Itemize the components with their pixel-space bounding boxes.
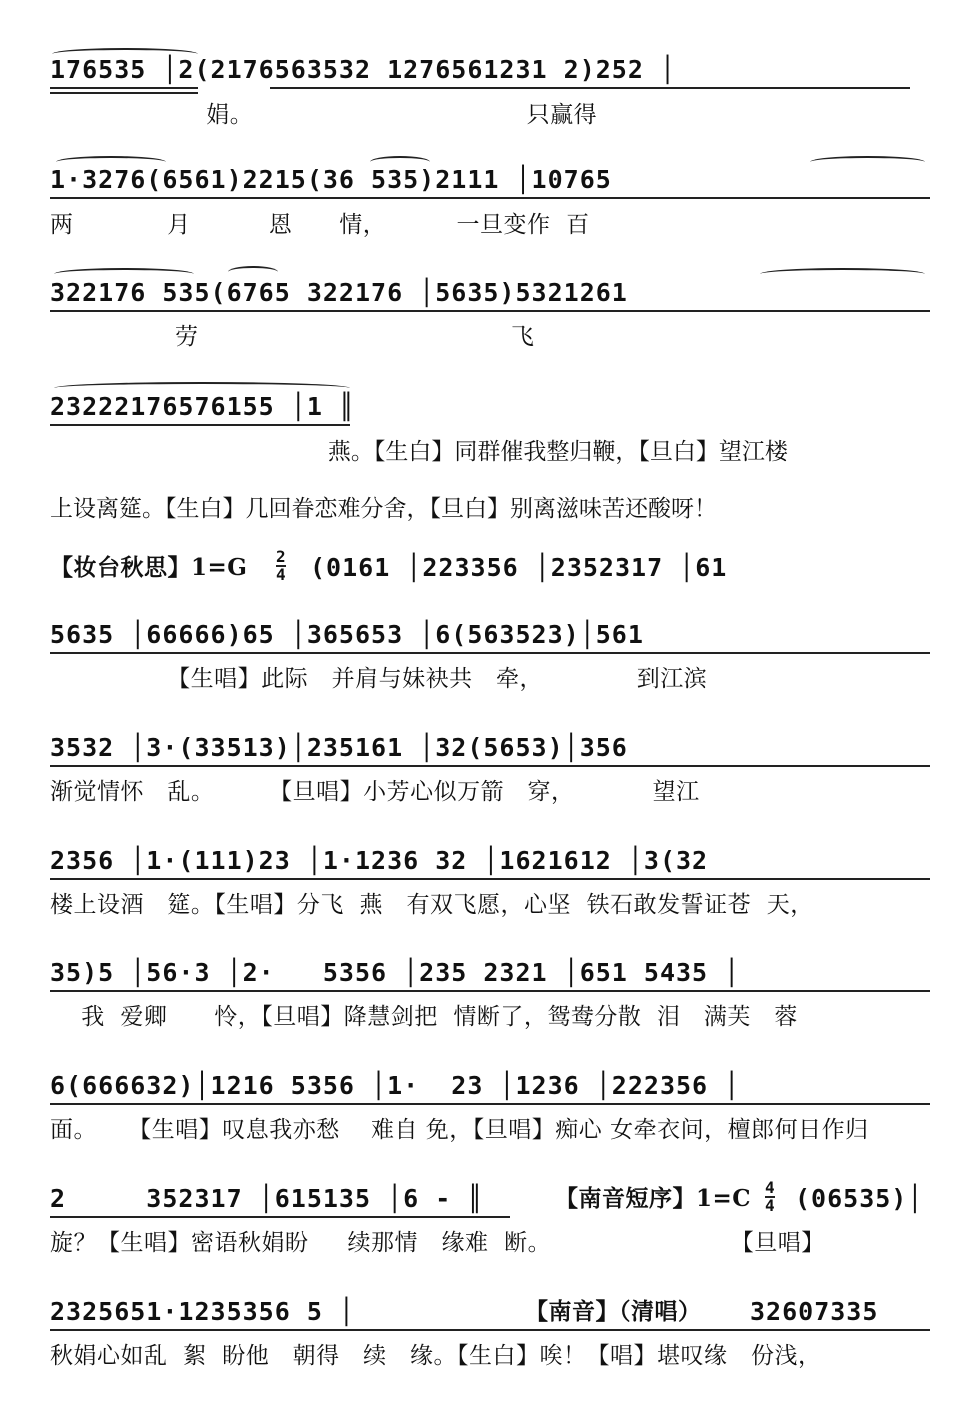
notation-line: (06535)│ <box>795 1184 924 1213</box>
lyric-text: 我 爱卿 怜，【旦唱】降慧剑把 情断了，鸳鸯分散 泪 满芙 蓉 <box>50 1004 798 1030</box>
lyric-text: 秋娟心如乱 絮 盼他 朝得 续 缘。【生白】唉！【唱】堪叹缘 份浅， <box>50 1343 822 1369</box>
notation-line: 32607335 <box>750 1297 879 1326</box>
time-signature: 2 4 <box>276 547 286 584</box>
beam-line <box>50 87 198 89</box>
section-title: 【妆台秋思】1=G <box>50 554 256 581</box>
time-signature: 4 4 <box>765 1178 775 1215</box>
lyric-text: 面。 【生唱】叹息我亦愁 难自 免，【旦唱】痴心 女牵衣问，檀郎何日作归 <box>50 1117 869 1143</box>
notation-line: (0161 │223356 │2352317 │61 <box>310 553 728 582</box>
notation-line: 176535 │2(2176563532 1276561231 2)252 │ <box>50 55 676 84</box>
beam-line <box>270 87 910 89</box>
beam-line <box>50 92 198 94</box>
slur-mark <box>370 156 430 168</box>
dialogue-line-2: 上设离筵。【生白】几回眷恋难分舍，【旦白】别离滋味苦还酸呀！ <box>50 496 717 522</box>
beam-line <box>50 990 930 992</box>
slur-mark <box>810 156 925 168</box>
beam-line <box>50 310 930 312</box>
lyric-text: 渐觉情怀 乱。 【旦唱】小芳心似万箭 穿， 望江 <box>50 779 700 805</box>
notation-line: 1·3276(6561)2215(36 535)2111 │10765 <box>50 165 612 194</box>
slur-mark <box>54 382 350 394</box>
slur-mark <box>228 266 278 278</box>
lyric-text: 旋？【生唱】密语秋娟盼 续那情 缘难 断。 【旦唱】 <box>50 1230 825 1256</box>
lyric-text: 两 月 恩 情， 一旦变作 百 <box>50 212 590 238</box>
beam-line <box>50 765 930 767</box>
beam-line <box>50 197 930 199</box>
beam-line <box>50 878 930 880</box>
notation-line: 322176 535(6765 322176 │5635)5321261 <box>50 278 628 307</box>
slur-mark <box>56 156 166 168</box>
notation-line: 35)5 │56·3 │2· 5356 │235 2321 │651 5435 │ <box>50 958 741 987</box>
section-header-zhuangtai <box>50 547 932 593</box>
lyric-text: 楼上设酒 筵。【生唱】分飞 燕 有双飞愿，心坚 铁石敢发誓证苍 天， <box>50 892 814 918</box>
notation-line: 2 352317 │615135 │6 - ║ <box>50 1184 484 1213</box>
section-title: 【南音】（清唱） <box>525 1298 702 1325</box>
notation-line: 3532 │3·(33513)│235161 │32(5653)│356 <box>50 733 628 762</box>
beam-line <box>50 1216 510 1218</box>
slur-mark <box>760 268 925 280</box>
beam-line <box>50 424 350 426</box>
dialogue-line-1: 燕。【生白】同群催我整归鞭，【旦白】望江楼 <box>50 439 788 465</box>
notation-line: 2325651·1235356 5 │ <box>50 1297 355 1326</box>
section-title: 【南音短序】1=C <box>555 1185 760 1212</box>
slur-mark <box>52 48 198 60</box>
beam-line <box>50 1103 930 1105</box>
slur-mark <box>54 268 194 280</box>
notation-line: 23222176576155 │1 ║ <box>50 392 355 421</box>
lyric-text: 娟。 只赢得 <box>50 102 598 128</box>
lyric-text: 【生唱】此际 并肩与妹袂共 牵， 到江滨 <box>50 666 708 692</box>
notation-line: 2356 │1·(111)23 │1·1236 32 │1621612 │3(32 <box>50 846 709 875</box>
notation-line: 5635 │66666)65 │365653 │6(563523)│561 <box>50 620 644 649</box>
lyric-text: 劳 飞 <box>50 324 535 350</box>
beam-line <box>50 652 930 654</box>
notation-line: 6(666632)│1216 5356 │1· 23 │1236 │222356 │ <box>50 1071 741 1100</box>
beam-line <box>50 1329 930 1331</box>
